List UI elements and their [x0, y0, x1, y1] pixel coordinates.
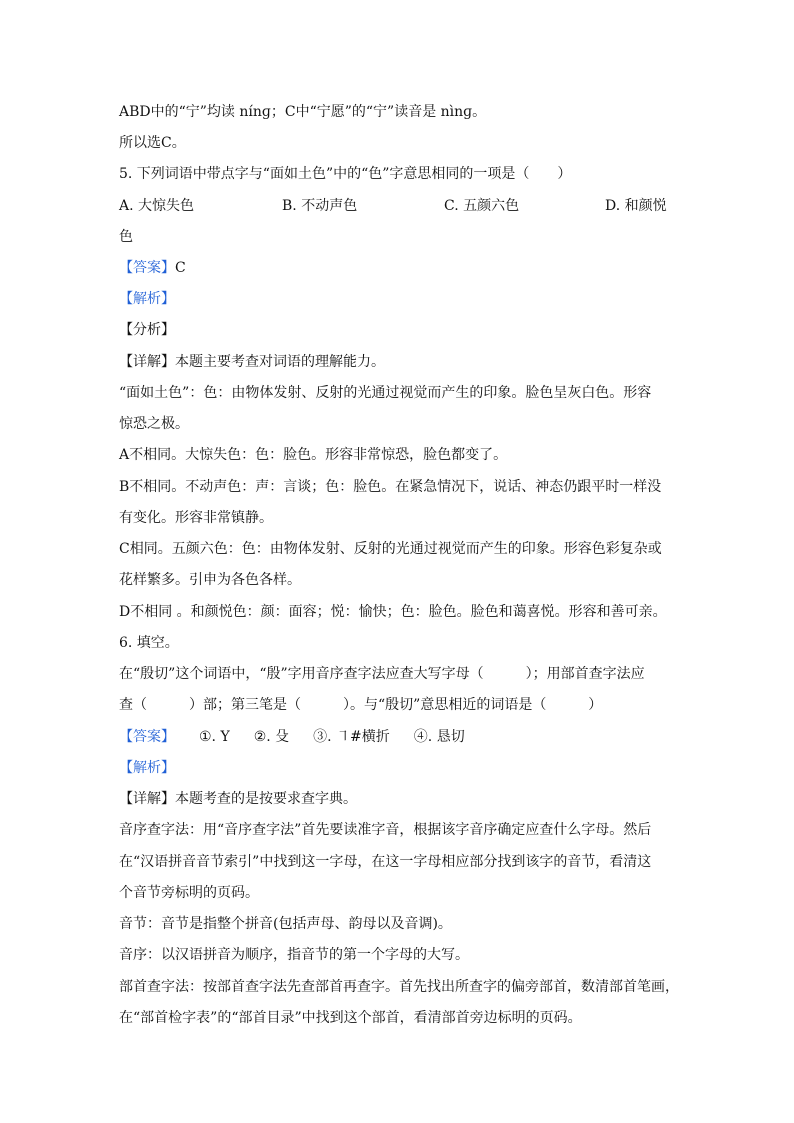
conclusion: 所以选C。 [119, 135, 186, 151]
detail-5-line-5: D不相同 。和颜悦色：颜：面容；悦：愉快；色：脸色。脸色和蔼喜悦。形容和善可亲。 [119, 604, 667, 620]
detail-tag: 【详解】 [119, 354, 175, 370]
detail-5-line-1a: “面如土色”：色：由物体发射、反射的光通过视觉而产生的印象。脸色呈灰白色。形容 [119, 385, 652, 401]
answer-tag: 【答案】 [119, 729, 175, 745]
answer-item-4: ④. 恳切 [413, 729, 465, 745]
detail-6 [119, 789, 357, 809]
question-5: 5. 下列词语中带点字与“面如土色”中的“色”字意思相同的一项是（ ） [119, 166, 572, 182]
option-d-continued: 色 [119, 229, 133, 245]
question-6-line-a: 在“殷切”这个词语中，“殷”字用音序查字法应查大写字母（ ）；用部首查字法应 [119, 666, 645, 682]
detail-6-para-4b: 在“部首检字表”的“部首目录”中找到这个部首，看清部首旁边标明的页码。 [119, 1010, 582, 1026]
answer-tag: 【答案】 [119, 260, 175, 276]
answer-6 [119, 727, 465, 747]
answer-item-2: ②. 殳 [253, 729, 290, 745]
detail-5-line-4a: C相同。五颜六色：色：由物体发射、反射的光通过视觉而产生的印象。形容色彩复杂或 [119, 541, 662, 557]
detail-5-line-1b: 惊恐之极。 [119, 416, 189, 432]
question-6: 6. 填空。 [119, 635, 179, 651]
reading-note: ABD中的“宁”均读 nínɡ；C中“宁愿”的“宁”读音是 nìnɡ。 [119, 104, 487, 120]
detail-6-para-3: 音序：以汉语拼音为顺序，指音节的第一个字母的大写。 [119, 947, 469, 963]
answer-5 [119, 258, 186, 278]
answer-item-1: ①. Y [199, 729, 230, 745]
analysis-tag-5: 【解析】 [119, 291, 175, 307]
detail-5 [119, 352, 385, 372]
detail-6-para-1c: 个音节旁标明的页码。 [119, 885, 259, 901]
detail-6-para-1a: 音序查字法：用“音序查字法”首先要读准字音，根据该字音序确定应查什么字母。然后 [119, 822, 652, 838]
question-6-line-b: 查（ ）部；第三笔是（ ）。与“殷切”意思相近的词语是（ ） [119, 697, 603, 713]
detail-5-line-3a: B不相同。不动声色：声：言谈；色：脸色。在紧急情况下，说话、神态仍跟平时一样没 [119, 479, 662, 495]
option-b: B. 不动声色 [282, 198, 358, 214]
option-c: C. 五颜六色 [444, 198, 520, 214]
detail-6-para-2: 音节：音节是指整个拼音(包括声母、韵母以及音调)。 [119, 916, 452, 932]
detail-text: 本题主要考查对词语的理解能力。 [175, 354, 385, 370]
answer-value: C [175, 260, 186, 276]
answer-item-3: ③. ㇕#横折 [313, 729, 390, 745]
detail-5-line-3b: 有变化。形容非常镇静。 [119, 510, 273, 526]
detail-5-line-4b: 花样繁多。引申为各色各样。 [119, 572, 301, 588]
analysis-tag-6: 【解析】 [119, 760, 175, 776]
detail-tag: 【详解】 [119, 791, 175, 807]
fenxi-tag-5: 【分析】 [119, 322, 175, 338]
detail-text: 本题考查的是按要求查字典。 [175, 791, 357, 807]
option-d: D. 和颜悦 [605, 198, 667, 214]
option-a: A. 大惊失色 [119, 198, 195, 214]
detail-6-para-4a: 部首查字法：按部首查字法先查部首再查字。首先找出所查字的偏旁部首，数清部首笔画， [119, 979, 679, 995]
detail-5-line-2: A不相同。大惊失色：色：脸色。形容非常惊恐，脸色都变了。 [119, 447, 508, 463]
detail-6-para-1b: 在“汉语拼音音节索引”中找到这一字母，在这一字母相应部分找到该字的音节，看清这 [119, 854, 652, 870]
